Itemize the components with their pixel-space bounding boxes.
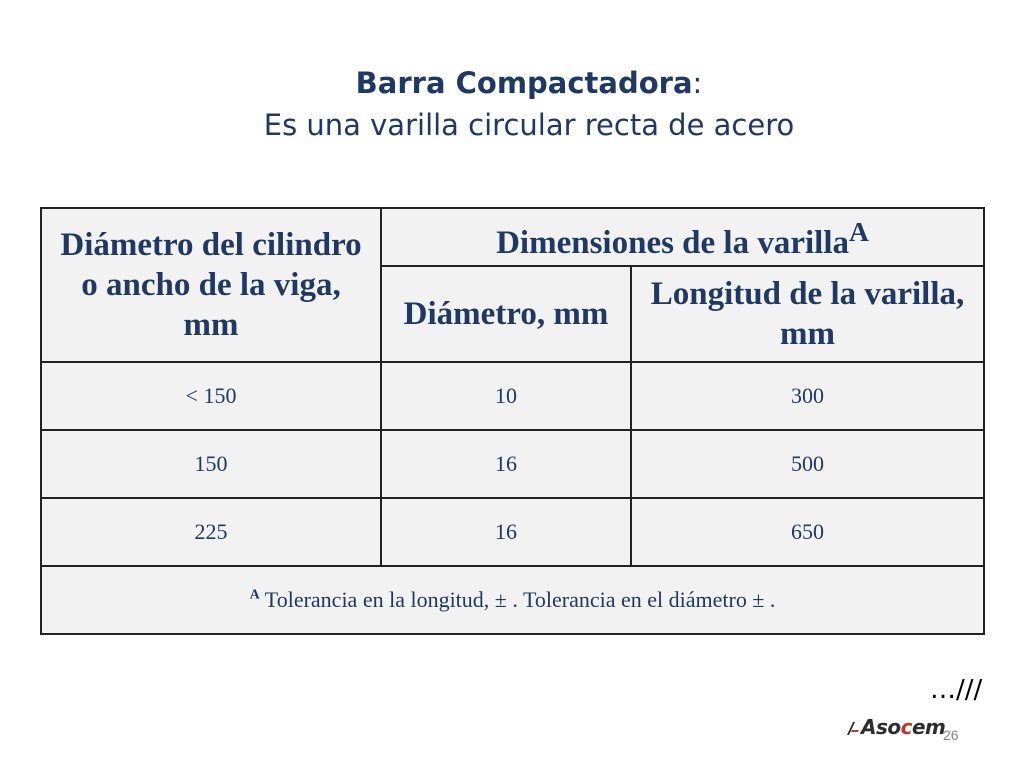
header-rod-dimensions-sup: A	[849, 215, 869, 247]
header-rod-dimensions	[381, 208, 984, 266]
cell-length: 300	[631, 362, 984, 430]
continuation-mark: …///	[930, 675, 983, 705]
subtitle: Es una varilla circular recta de acero	[263, 108, 795, 142]
table-row	[41, 498, 984, 566]
logo-mark-icon	[845, 720, 861, 736]
title-bold: Barra Compactadora	[355, 66, 693, 100]
header-rod-dimensions-label: Dimensiones de la varilla	[496, 224, 850, 261]
table-row	[41, 362, 984, 430]
table-footnote-row	[41, 566, 984, 634]
title-line-1	[0, 62, 1024, 104]
table-footnote	[41, 566, 984, 634]
footnote-sup: A	[249, 587, 260, 603]
header-beam-diameter: Diámetro del cilindro o ancho de la viga, mm	[41, 208, 381, 362]
cell-width: < 150	[41, 362, 381, 430]
rod-dimensions-table	[40, 207, 985, 635]
cell-width: 150	[41, 430, 381, 498]
table-header-row-1	[41, 208, 984, 266]
title-colon: :	[692, 66, 703, 100]
cell-length: 500	[631, 430, 984, 498]
slide-title	[0, 62, 1024, 146]
cell-diameter: 16	[381, 498, 631, 566]
footnote-text: Tolerancia en la longitud, ± . Tolerancia en el diámetro ± .	[259, 587, 776, 612]
page-number: 26	[943, 727, 959, 743]
cell-length: 650	[631, 498, 984, 566]
cell-diameter: 10	[381, 362, 631, 430]
header-rod-length: Longitud de la varilla, mm	[631, 266, 984, 362]
asocem-logo	[845, 715, 946, 744]
cell-width: 225	[41, 498, 381, 566]
table-row	[41, 430, 984, 498]
header-rod-diameter: Diámetro, mm	[381, 266, 631, 362]
logo-text: Asocem	[861, 715, 946, 739]
cell-diameter: 16	[381, 430, 631, 498]
logo-accent: c	[900, 715, 912, 739]
